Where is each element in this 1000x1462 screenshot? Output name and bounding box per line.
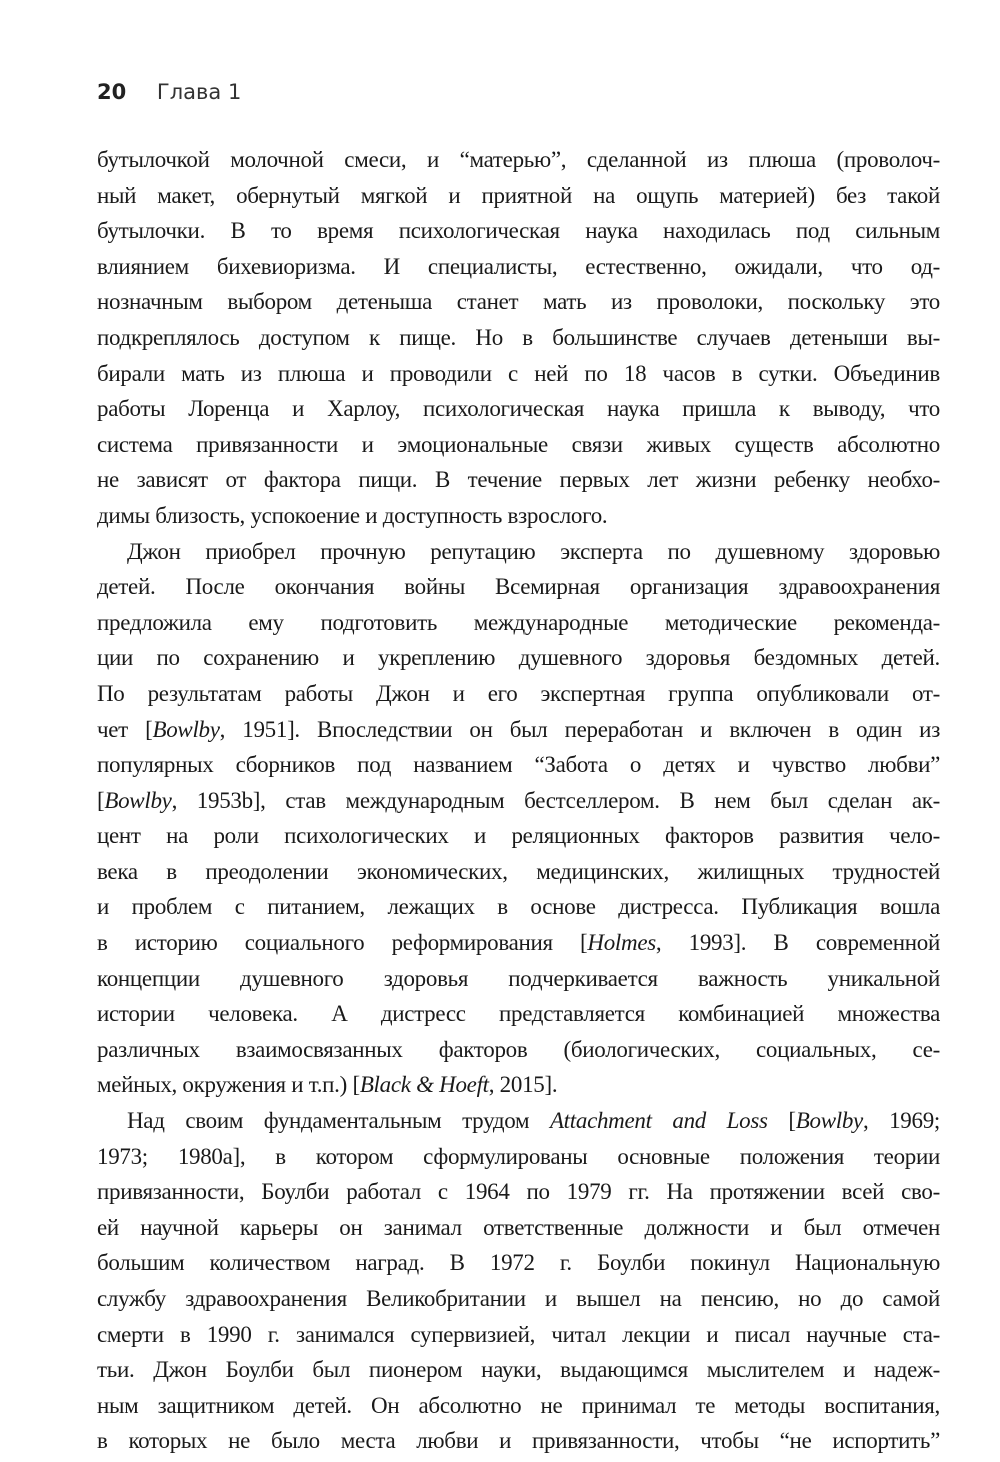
text-line: [97, 356, 940, 392]
text-segment: бутылочкой молочной смеси, и “матерью”, сделанной из плюша (проволоч-: [97, 147, 940, 172]
italic-text: Bowlby: [795, 1108, 863, 1134]
text-segment: службу здравоохранения Великобритании и вышел на пенсию, но до самой: [97, 1286, 940, 1311]
text-segment: в историю социального реформирования [: [97, 930, 588, 956]
text-segment: предложила ему подготовить международные методические рекоменда-: [97, 609, 940, 635]
text-segment: влиянием бихевиоризма. И специалисты, естественно, ожидали, что од-: [97, 253, 940, 279]
text-line: [97, 1103, 940, 1139]
text-segment: система привязанности и эмоциональные связи живых существ абсолютно: [97, 431, 940, 457]
text-line: [97, 1174, 940, 1210]
page-number: 20: [97, 80, 127, 104]
text-line: [97, 1388, 940, 1424]
text-line: [97, 320, 940, 356]
text-line: [97, 142, 940, 178]
text-line: [97, 961, 940, 997]
text-segment: бутылочки. В то время психологическая наука находилась под сильным: [97, 218, 940, 244]
text-line: [97, 783, 940, 819]
text-segment: димы близость, успокоение и доступность взрослого.: [97, 502, 608, 528]
text-segment: различных взаимосвязанных факторов (биологических, социальных, се-: [97, 1036, 940, 1062]
italic-text: Attachment and Loss: [549, 1108, 768, 1134]
text-segment: работы Лоренца и Харлоу, психологическая наука пришла к выводу, что: [97, 396, 940, 422]
text-segment: в которых не было места любви и привязанности, чтобы “не испортить”: [97, 1428, 940, 1454]
text-line: [97, 178, 940, 214]
text-segment: детей. После окончания войны Всемирная организация здравоохранения: [97, 574, 940, 600]
text-segment: ей научной карьеры он занимал ответственные должности и был отмечен: [97, 1214, 940, 1240]
text-segment: привязанности, Боулби работал с 1964 по 1979 гг. На протяжении всей сво-: [97, 1179, 940, 1205]
text-line: [97, 213, 940, 249]
text-segment: нозначным выбором детеныша станет мать из проволоки, поскольку это: [97, 289, 940, 315]
text-segment: чет [: [97, 716, 153, 742]
paragraph: [97, 534, 940, 1104]
text-segment: ции по сохранению и укреплению душевного здоровья бездомных детей.: [97, 645, 940, 671]
chapter-title: Глава 1: [156, 80, 242, 104]
text-line: [97, 534, 940, 570]
text-line: [97, 1139, 940, 1175]
italic-text: Bowlby: [104, 787, 172, 813]
italic-text: Holmes: [587, 930, 656, 956]
text-line: [97, 818, 940, 854]
text-segment: , 1953b], став международным бестселлером. В нем был сделан ак-: [171, 787, 940, 813]
text-line: [97, 854, 940, 890]
paragraph: [97, 142, 940, 534]
text-line: [97, 1423, 940, 1459]
text-line: [97, 391, 940, 427]
text-segment: По результатам работы Джон и его экспертная группа опубликовали от-: [97, 680, 940, 706]
text-line: [97, 1032, 940, 1068]
text-segment: , 2015].: [488, 1072, 558, 1098]
text-line: [97, 569, 940, 605]
text-line: [97, 1352, 940, 1388]
text-line: [97, 284, 940, 320]
text-segment: Над своим фундаментальным трудом: [127, 1108, 550, 1134]
text-segment: смерти в 1990 г. занимался супервизией, читал лекции и писал научные ста-: [97, 1321, 940, 1347]
text-line: [97, 1210, 940, 1246]
text-line: [97, 1245, 940, 1281]
running-header: [97, 80, 241, 104]
text-line: [97, 712, 940, 748]
text-segment: цент на роли психологических и реляционных факторов развития чело-: [97, 823, 940, 849]
text-segment: большим количеством наград. В 1972 г. Боулби покинул Национальную: [97, 1250, 940, 1276]
text-segment: мейных, окружения и т.п.) [: [97, 1072, 360, 1098]
text-segment: , 1951]. Впоследствии он был переработан и включен в один из: [219, 716, 940, 742]
text-segment: тьи. Джон Боулби был пионером науки, выдающимся мыслителем и надеж-: [97, 1357, 940, 1383]
text-line: [97, 925, 940, 961]
text-segment: , 1969;: [862, 1108, 940, 1134]
text-segment: Джон приобрел прочную репутацию эксперта по душевному здоровью: [127, 538, 940, 564]
text-segment: и проблем с питанием, лежащих в основе дистресса. Публикация вошла: [97, 894, 940, 920]
text-line: [97, 676, 940, 712]
text-line: [97, 889, 940, 925]
text-line: [97, 640, 940, 676]
body-text: [97, 142, 940, 1459]
text-line: [97, 498, 940, 534]
text-line: [97, 249, 940, 285]
paragraph: [97, 1103, 940, 1459]
text-line: [97, 747, 940, 783]
text-line: [97, 1067, 940, 1103]
text-line: [97, 462, 940, 498]
text-segment: истории человека. А дистресс представляется комбинацией множества: [97, 1001, 940, 1027]
text-segment: ный макет, обернутый мягкой и приятной на ощупь материей) без такой: [97, 182, 940, 208]
text-line: [97, 1317, 940, 1353]
text-segment: ным защитником детей. Он абсолютно не принимал те методы воспитания,: [97, 1392, 940, 1418]
italic-text: Black & Hoeft: [359, 1072, 489, 1098]
text-line: [97, 996, 940, 1032]
italic-text: Bowlby: [152, 716, 220, 742]
text-line: [97, 427, 940, 463]
text-line: [97, 1281, 940, 1317]
text-segment: бирали мать из плюша и проводили с ней по 18 часов в сутки. Объединив: [97, 360, 940, 386]
text-segment: 1973; 1980a], в котором сформулированы основные положения теории: [97, 1143, 940, 1169]
text-segment: подкреплялось доступом к пище. Но в большинстве случаев детеныши вы-: [97, 324, 940, 350]
text-segment: популярных сборников под названием “Забота о детях и чувство любви”: [97, 752, 940, 778]
text-line: [97, 605, 940, 641]
text-segment: [: [767, 1108, 796, 1134]
text-segment: века в преодолении экономических, медицинских, жилищных трудностей: [97, 858, 940, 884]
text-segment: [: [97, 787, 105, 813]
text-segment: не зависят от фактора пищи. В течение первых лет жизни ребенку необхо-: [97, 467, 940, 493]
text-segment: концепции душевного здоровья подчеркивается важность уникальной: [97, 965, 940, 991]
text-segment: , 1993]. В современной: [655, 930, 940, 956]
